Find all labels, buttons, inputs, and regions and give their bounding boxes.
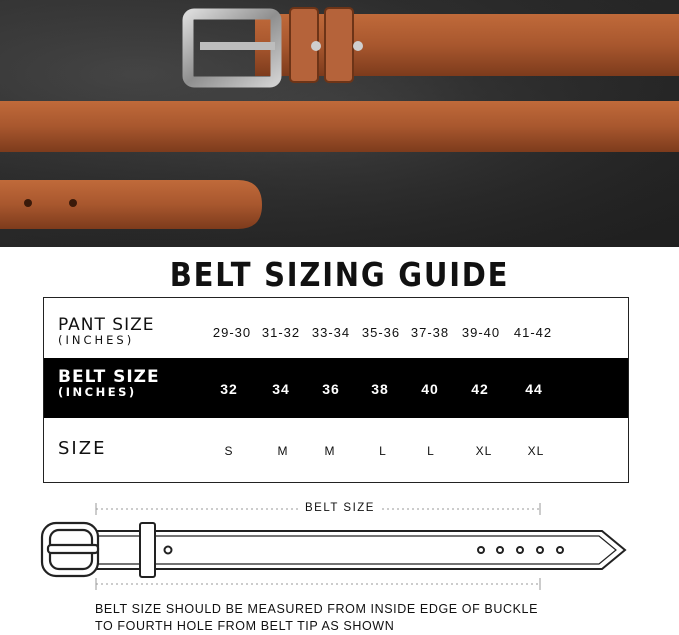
belt-size-cell: 34 — [272, 381, 290, 397]
letter-size-cell: M — [324, 444, 336, 458]
letter-size-cell: XL — [475, 444, 493, 458]
page-title: BELT SIZING GUIDE — [169, 255, 510, 294]
belt-size-unit: (INCHES) — [58, 385, 137, 399]
belt-size-label-text: BELT SIZE — [58, 367, 160, 387]
letter-size-cell: XL — [527, 444, 545, 458]
pant-size-cell: 33-34 — [311, 325, 351, 340]
pant-size-cell: 35-36 — [361, 325, 401, 340]
measurement-note — [95, 601, 538, 635]
sizing-table — [43, 297, 629, 483]
belt-size-cell: 40 — [421, 381, 439, 397]
dimension-label: BELT SIZE — [300, 502, 380, 514]
belt-size-row — [44, 358, 628, 418]
reference-line — [96, 578, 540, 590]
pant-size-row — [44, 298, 628, 358]
letter-size-row — [44, 418, 628, 481]
pant-size-cell: 31-32 — [261, 325, 301, 340]
belt-buckle-icon — [42, 523, 98, 576]
letter-size-cell: S — [224, 444, 234, 458]
letter-size-label — [58, 440, 106, 458]
measurement-note-line: BELT SIZE SHOULD BE MEASURED FROM INSIDE EDGE OF BUCKLE — [95, 602, 539, 616]
belt-size-cell: 44 — [525, 381, 543, 397]
belt-size-cell: 38 — [371, 381, 389, 397]
belt-photo — [0, 0, 679, 247]
pant-size-cell: 39-40 — [461, 325, 501, 340]
belt-size-cell: 42 — [471, 381, 489, 397]
pant-size-cell: 41-42 — [513, 325, 553, 340]
pant-size-unit: (INCHES) — [58, 333, 135, 347]
pant-size-cell: 29-30 — [212, 325, 252, 340]
letter-size-cell: M — [277, 444, 289, 458]
letter-size-label-text: SIZE — [58, 438, 107, 459]
pant-size-label — [58, 316, 155, 346]
belt-photo-illustration — [0, 0, 679, 247]
letter-size-cell: L — [427, 444, 435, 458]
pant-size-cell: 37-38 — [410, 325, 450, 340]
belt-size-cell: 32 — [220, 381, 238, 397]
belt-size-label — [58, 368, 160, 398]
belt-size-cell: 36 — [322, 381, 340, 397]
pant-size-label-text: PANT SIZE — [58, 315, 155, 335]
belt-outline-icon — [92, 523, 625, 577]
measurement-note-line: TO FOURTH HOLE FROM BELT TIP AS SHOWN — [95, 619, 395, 633]
letter-size-cell: L — [379, 444, 387, 458]
